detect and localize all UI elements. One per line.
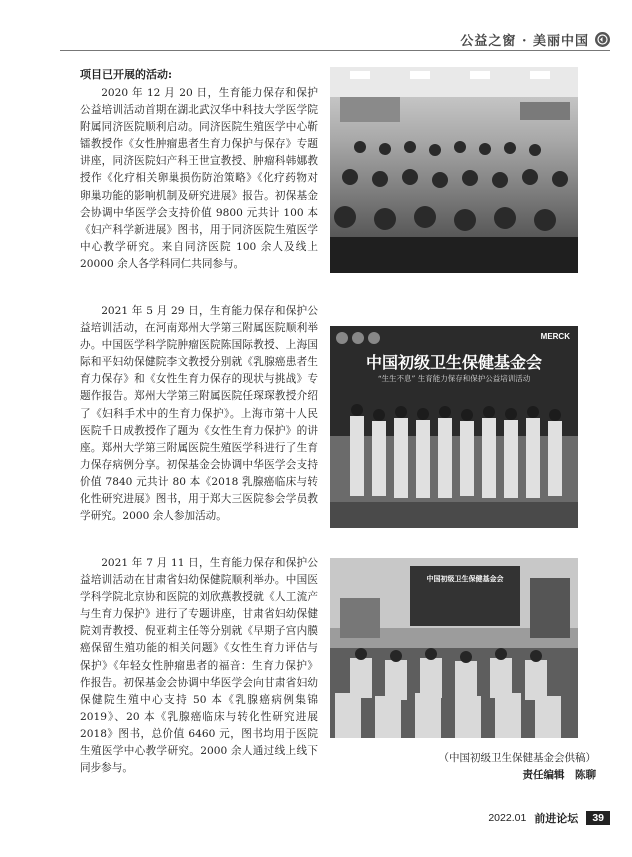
footer-date: 2022.01 (488, 812, 527, 824)
article-paragraph-1 (80, 85, 318, 273)
credit-source: （中国初级卫生保健基金会供稿） (438, 752, 596, 764)
header-rule (60, 50, 610, 51)
header-logo-icon (595, 32, 610, 47)
page-header (460, 30, 610, 48)
banner-sponsor: MERCK (540, 332, 570, 341)
paragraph-text: 2021 年 5 月 29 日，生育能力保存和保护公益培训活动，在河南郑州大学第三附属医院顺利举办。中国医学科学院肿瘤医院陈国际教授、上海国际和平妇幼保健院李文教授分别就《乳腺癌患者生育力保存》和《女性生育力保存的现状与挑战》专题作报告。郑州大学第三附属医院任琛琛教授介绍了《妇科手术中的生育力保护》。上海市第十人民医院千日成教授作了题为《女性生育力保护》的讲座。郑州大学第三附属医院生殖医学科进行了生育力保存病例分享。初保基金会协调中华医学会支持价值 7840 元共计 80 本《2018 乳腺癌临床与转化性研究进展》图书，用于郑大三医院参会学员教学研究。2000 余人参加活动。 (80, 305, 318, 523)
header-title: 公益之窗 · 美丽中国 (460, 33, 589, 49)
paragraph-text: 2020 年 12 月 20 日，生育能力保存和保护公益培训活动首期在湖北武汉华中科技大学医学院附属同济医院顺利启动。同济医院生殖医学中心靳镭教授作《女性肿瘤患者生育力保护与保存》专题讲座，同济医院妇产科王世宣教授、肿瘤科韩娜教授作《化疗相关卵巢损伤防治策略》《化疗药物对卵巢功能的影响机制及研究进展》报告。初保基金会协调中华医学会支持价值 9800 元共计 100 本《妇产科学新进展》图书，用于同济医院生殖医学中心教学研究。来自同济医院 100 余人及线上 20000 余人各学科同仁共同参与。 (80, 87, 318, 270)
banner-title: 中国初级卫生保健基金会 (365, 353, 542, 372)
article-credit (330, 750, 596, 784)
footer-magazine: 前进论坛 (534, 813, 579, 825)
screen-title: 中国初级卫生保健基金会 (426, 574, 504, 583)
page-number: 39 (586, 811, 610, 825)
credit-editor: 责任编辑 陈聊 (522, 769, 596, 781)
photo-lecture-hall (330, 67, 578, 273)
article-paragraph-3 (80, 555, 318, 777)
section-title: 项目已开展的活动: (80, 68, 173, 81)
photo-group-banner (330, 326, 578, 528)
photo-seminar-room (330, 558, 578, 738)
banner-subtitle: “生生不息” 生育能力保存和保护公益培训活动 (377, 374, 531, 383)
paragraph-text: 2021 年 7 月 11 日，生育能力保存和保护公益培训活动在甘肃省妇幼保健院顺利举办。中国医学科学院北京协和医院的刘欣燕教授就《人工流产与生育力保护》进行了专题讲座，甘肃省妇幼保健院刘青教授、倪亚莉主任等分别就《早期子宫内膜癌保留生殖功能的相关问题》《女性生育力评估与保护》《年轻女性肿瘤患者的福音：生育力保护》作报告。初保基金会协调中华医学会向甘肃省妇幼保健院生殖中心支持 50 本《乳腺癌病例集锦 2019》、20 本《乳腺癌临床与转化性研究进展 2018》图书，总价值 6460 元，图书均用于医院生殖医学中心教学研究。2000 余人通过线上线下同步参与。 (80, 557, 318, 775)
article-paragraph-2 (80, 303, 318, 525)
page-footer (488, 810, 610, 826)
